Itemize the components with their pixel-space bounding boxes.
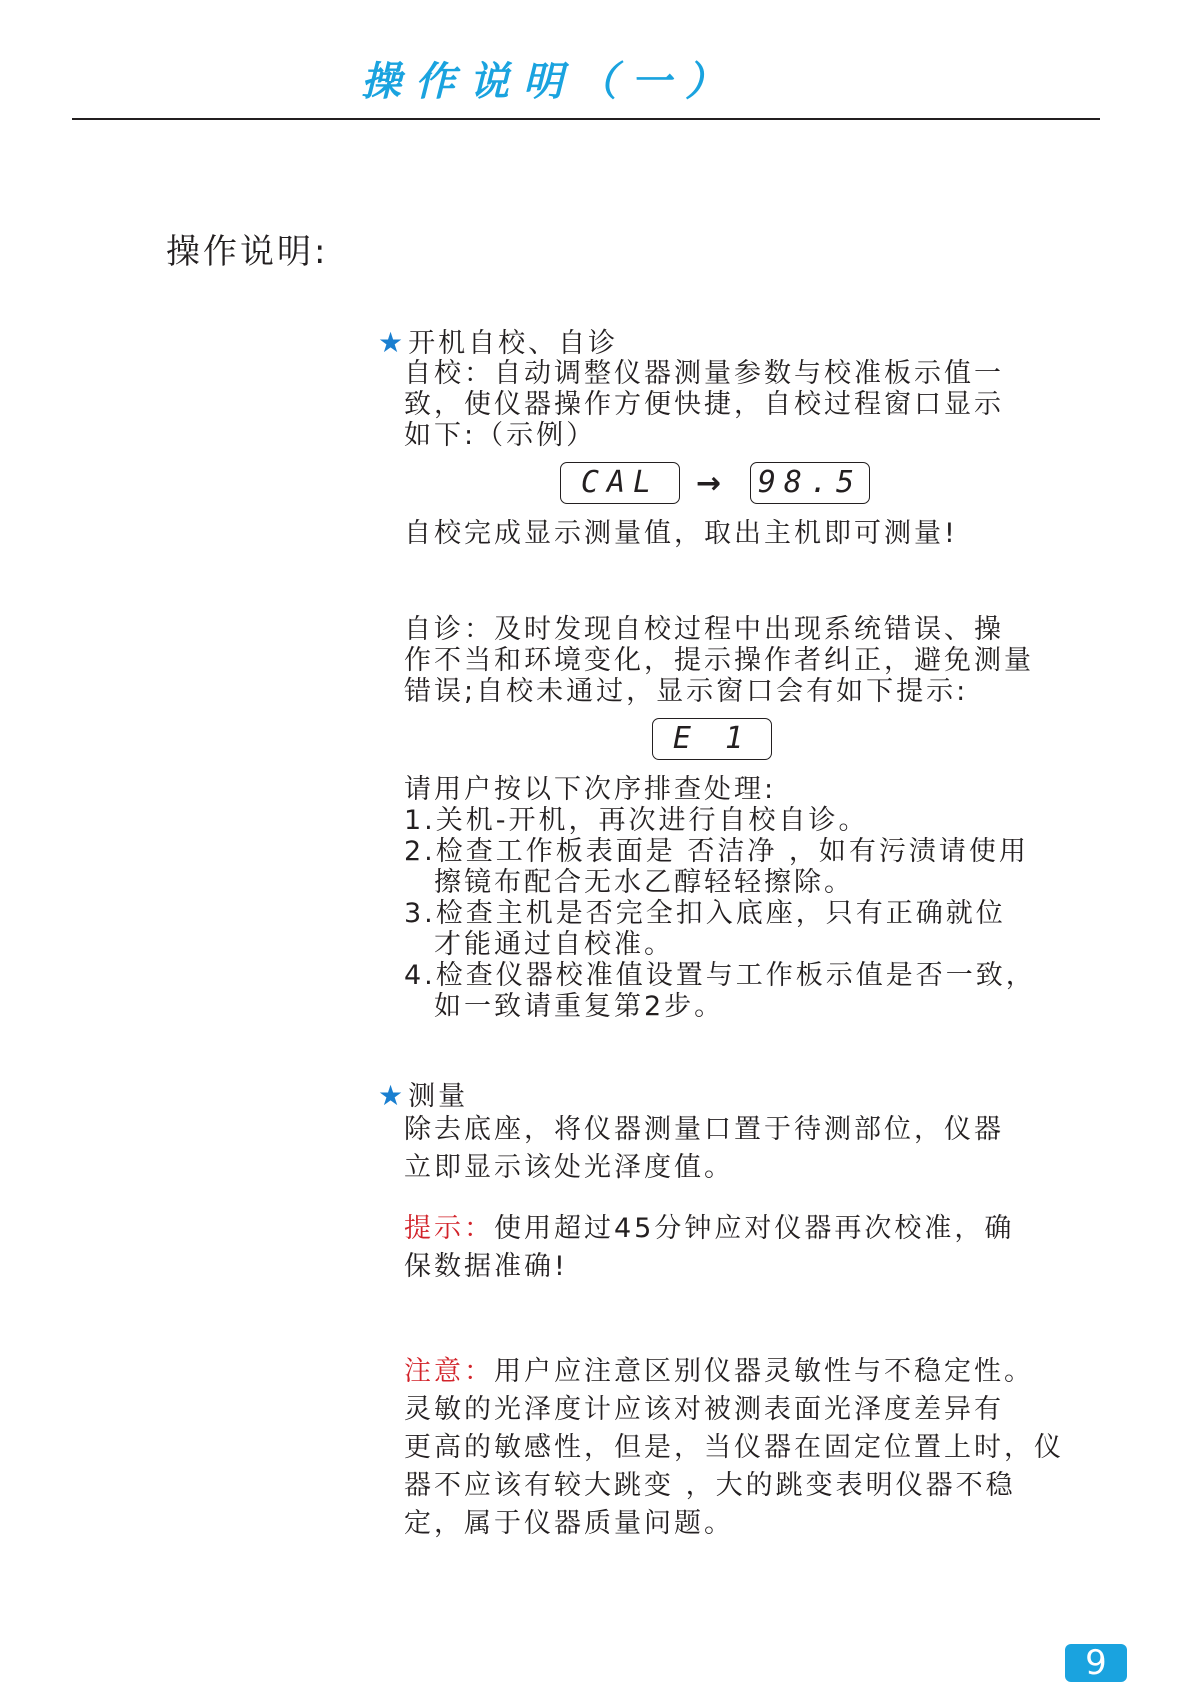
note-text-line: 器不应该有较大跳变 ，大的跳变表明仪器不稳 (404, 1470, 1016, 1501)
star-icon: ★ (378, 1079, 407, 1112)
calibration-text-line: 致，使仪器操作方便快捷，自校过程窗口显示 (404, 389, 1004, 420)
note-text: 用户应注意区别仪器灵敏性与不稳定性。 (494, 1356, 1034, 1387)
measure-title-row (378, 1080, 1084, 1111)
star-icon: ★ (378, 326, 407, 359)
diagnosis-text-line: 自诊：及时发现自校过程中出现系统错误、操 (404, 614, 1004, 645)
measure-text-line: 除去底座，将仪器测量口置于待测部位，仪器 (404, 1114, 1004, 1145)
measure-title: 测量 (408, 1081, 469, 1112)
step-item: 2.检查工作板表面是 否洁净 ，如有污渍请使用 (404, 836, 1029, 867)
note-label: 注意： (404, 1356, 494, 1387)
tip-text: 使用超过45分钟应对仪器再次校准，确 (494, 1213, 1015, 1244)
tip-line (404, 1210, 1084, 1248)
selfcheck-title: 开机自校、自诊 (408, 328, 619, 359)
calibration-text-line: 如下:（示例） (404, 420, 597, 451)
tip-block (404, 1210, 1084, 1286)
steps-intro: 请用户按以下次序排查处理: (404, 774, 777, 805)
step-item: 4.检查仪器校准值设置与工作板示值是否一致， (404, 960, 1036, 991)
step-item: 3.检查主机是否完全扣入底座，只有正确就位 (404, 898, 1006, 929)
right-arrow-icon: → (696, 466, 722, 501)
tip-label: 提示： (404, 1213, 494, 1244)
step-item: 1.关机-开机，再次进行自校自诊。 (404, 805, 869, 836)
selfcheck-title-row (378, 327, 1084, 358)
tip-text-line: 保数据准确! (404, 1251, 568, 1282)
section-heading: 操作说明: (166, 232, 329, 272)
selfcheck-calibration-block (378, 326, 1084, 451)
step-item-continued: 才能通过自校准。 (434, 929, 674, 960)
step-item-continued: 擦镜布配合无水乙醇轻轻擦除。 (434, 867, 854, 898)
step-item-continued: 如一致请重复第2步。 (434, 991, 725, 1022)
diagnosis-text-line: 错误;自校未通过，显示窗口会有如下提示: (404, 676, 969, 707)
calibration-complete-text: 自校完成显示测量值，取出主机即可测量! (404, 518, 958, 549)
note-text-line: 定，属于仪器质量问题。 (404, 1508, 734, 1539)
measure-block (378, 1079, 1084, 1187)
note-text-line: 灵敏的光泽度计应该对被测表面光泽度差异有 (404, 1394, 1004, 1425)
calibration-complete-block (404, 518, 1084, 549)
measure-text-line: 立即显示该处光泽度值。 (404, 1152, 734, 1183)
lcd-display-error: E 1 (652, 718, 772, 760)
note-line (404, 1353, 1084, 1391)
calibration-text-line: 自校：自动调整仪器测量参数与校准板示值一 (404, 358, 1004, 389)
lcd-display-cal: CAL (560, 462, 680, 504)
page-header-title: 操作说明（一） (361, 58, 739, 105)
header-divider (72, 118, 1100, 120)
note-block (404, 1353, 1084, 1543)
note-text-line: 更高的敏感性，但是，当仪器在固定位置上时，仪 (404, 1432, 1064, 1463)
page-number-badge: 9 (1065, 1644, 1127, 1682)
diagnosis-text-line: 作不当和环境变化，提示操作者纠正，避免测量 (404, 645, 1034, 676)
self-diagnosis-block (404, 614, 1084, 707)
troubleshooting-steps-block (404, 774, 1084, 1022)
lcd-display-reading: 98.5 (750, 462, 870, 504)
